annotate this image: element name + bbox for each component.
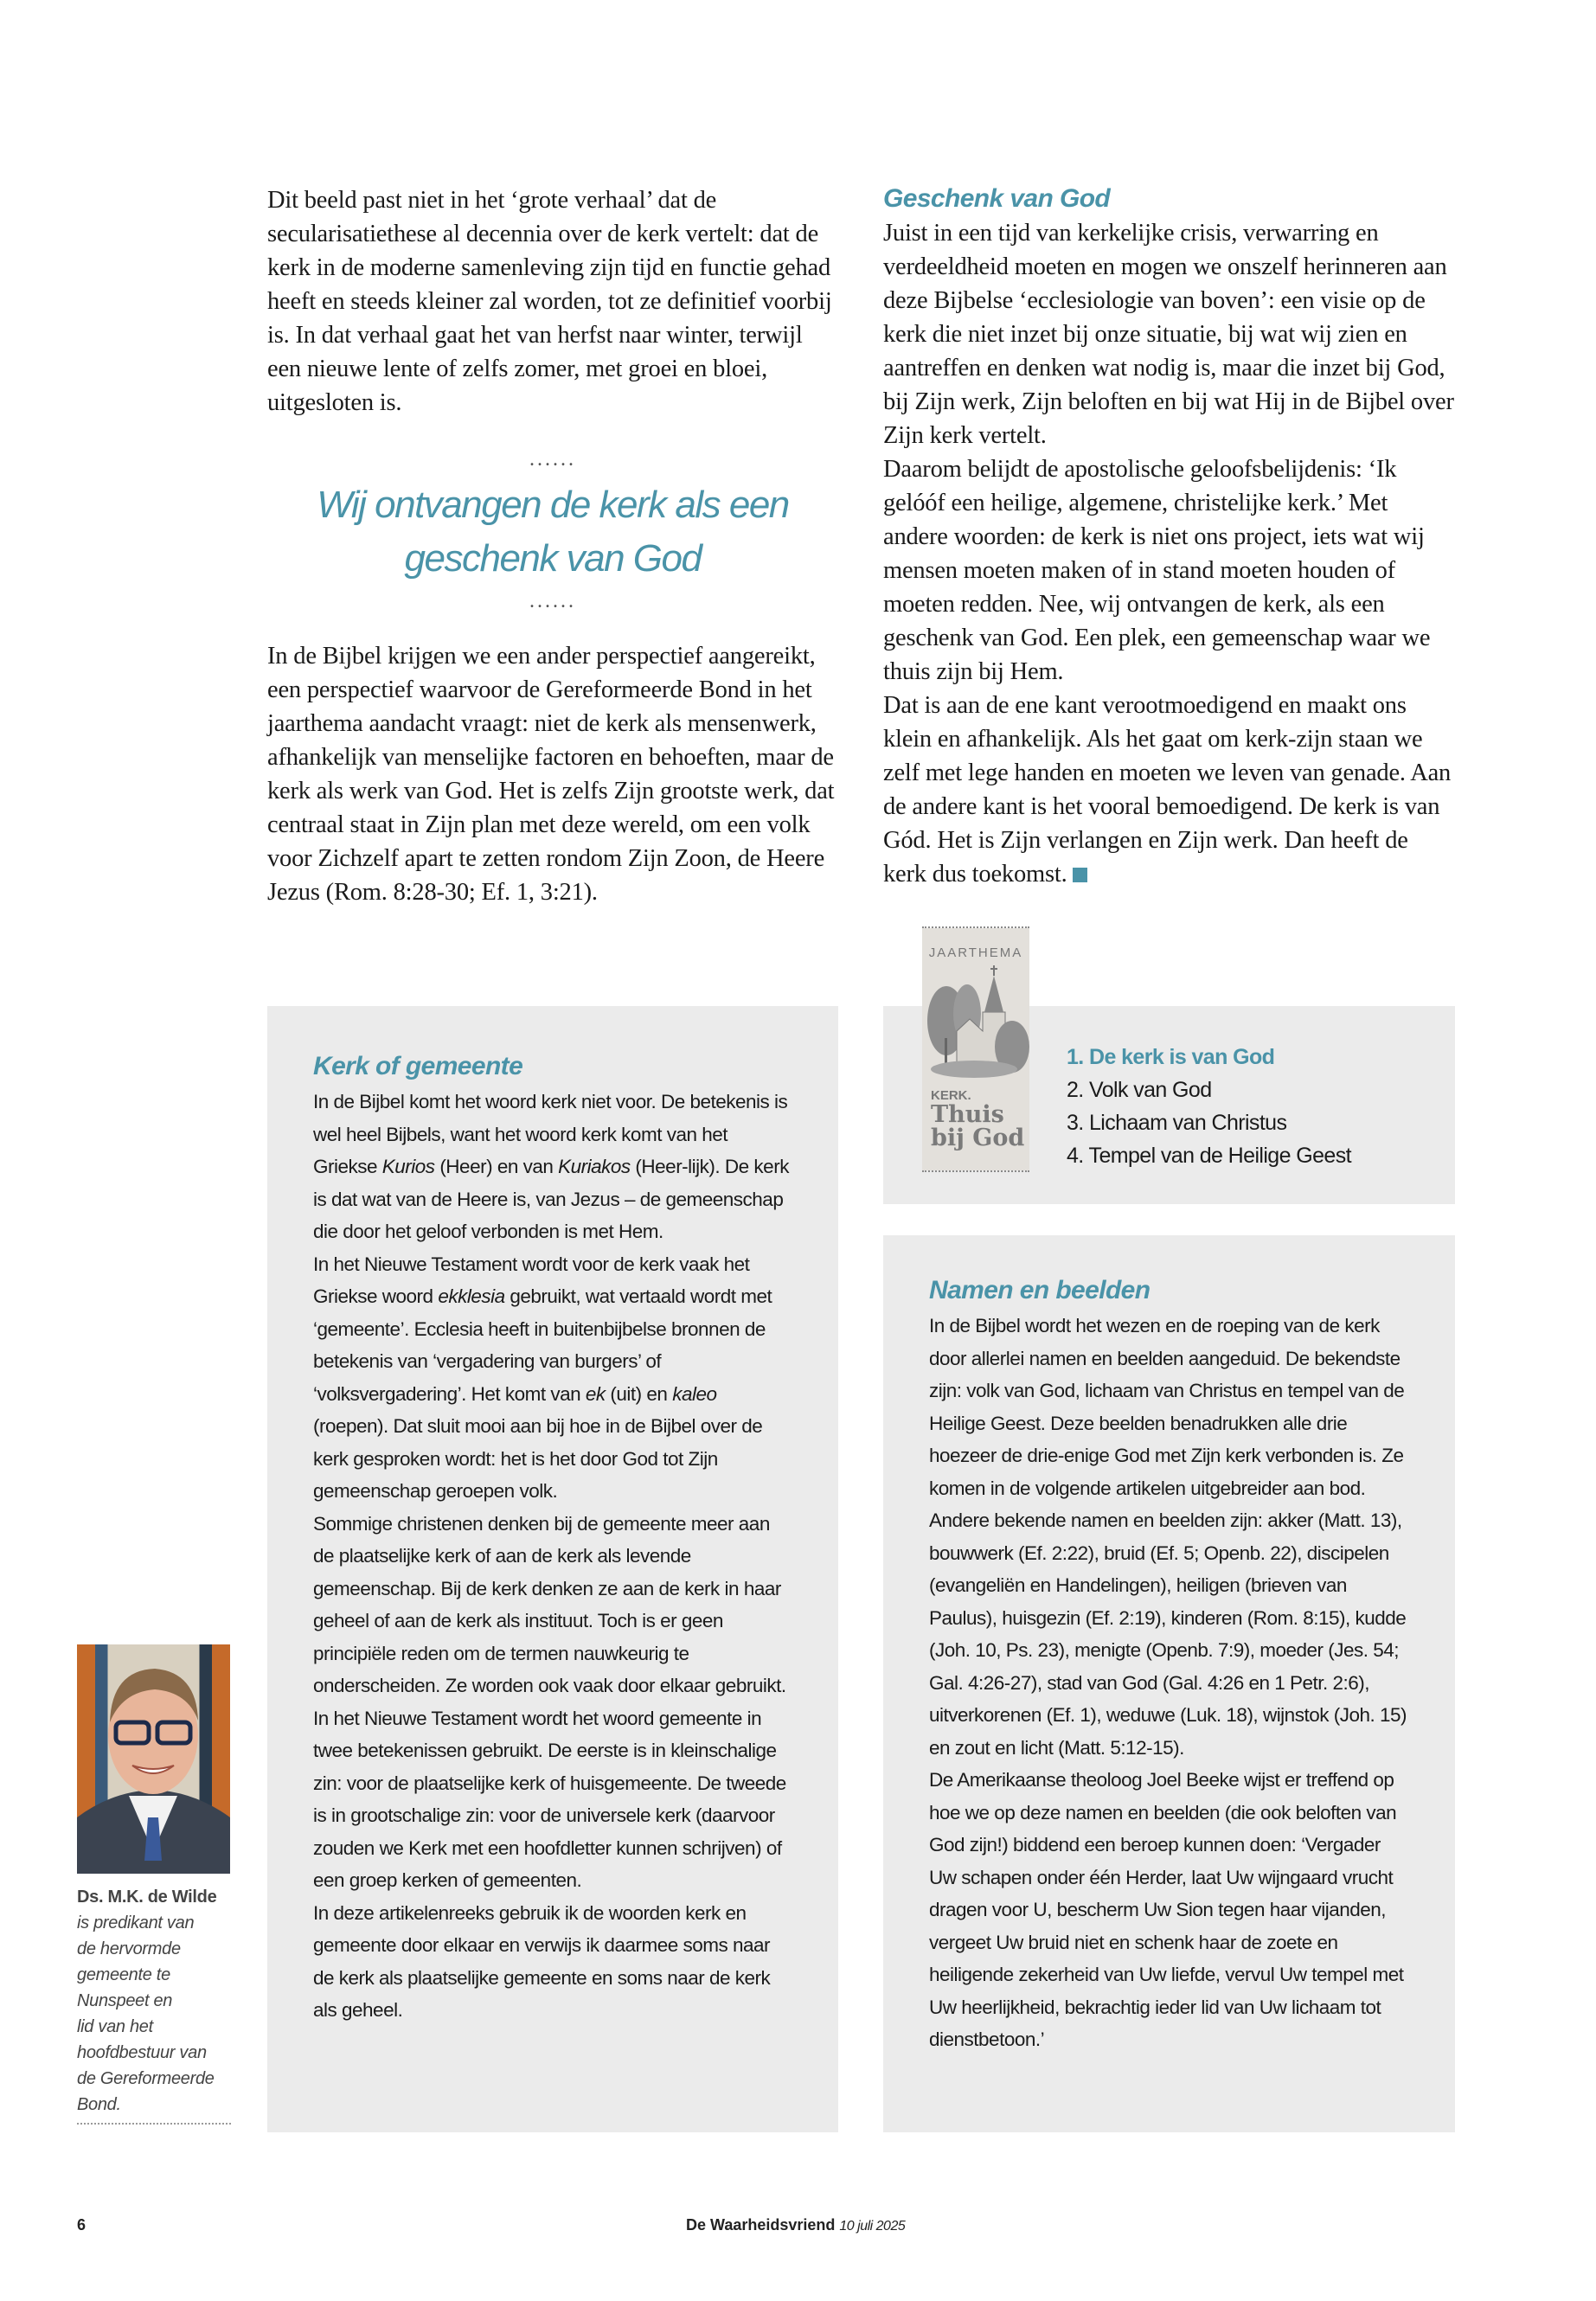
author-bio-line: hoofdbestuur van [77,2043,207,2062]
pull-quote-line: Wij ontvangen de kerk als een [317,484,789,526]
author-photo [77,1644,230,1874]
box-paragraph [313,1086,795,1248]
left-column [267,183,838,909]
church-illustration-icon [922,960,1029,1081]
box-paragraph [313,1702,795,1897]
publication-date: 10 juli 2025 [839,2219,906,2234]
publication-name: De Waarheidsvriend [686,2216,836,2234]
caption-divider [77,2123,231,2125]
author-bio-line: de Gereformeerde [77,2069,215,2088]
pull-quote-line: geschenk van God [404,537,702,580]
author-name: Ds. M.K. de Wilde [77,1888,217,1907]
body-paragraph: In de Bijbel krijgen we een ander perspectief aangereikt, een perspectief waarvoor de Gereformeerde Bond in het jaarthema aandacht vraagt: niet de kerk als mensenwerk, afhankelijk van menselijke factoren en behoeften, maar de kerk als werk van God. Het is zelfs Zijn grootste werk, dat centraal staat in Zijn plan met deze wereld, om een volk voor Zichzelf apart te zetten rondom Zijn Zoon, de Heere Jezus (Rom. 8:28-30; Ef. 1, 3:21). [267,643,835,906]
box-paragraph [313,1248,795,1508]
footer-publication [686,2216,905,2234]
right-column [883,182,1454,891]
paragraph-text: (roepen). Dat sluit mooi aan bij hoe in de Bijbel over de kerk gesproken wordt: het is het door God tot Zijn gemeenschap geroepen volk. [313,1415,763,1502]
jaarthema-badge [922,926,1029,1172]
box-paragraph: De Amerikaanse theoloog Joel Beeke wijst er treffend op hoe we op deze namen en beelden (die ook beloften van God zijn!) biddend een beroep kunnen doen: ‘Vergader Uw schapen onder één Herder, laat Uw wijngaard vrucht dragen voor U, bescherm Uw Sion tegen haar vijanden, vergeet Uw bruid niet en schenk haar de zoete en heiligende zekerheid van Uw liefde, vervul Uw tempel met Uw heerlijkheid, bekrachtig ieder lid van Uw lichaam tot dienstbetoon.’ [929,1769,1404,2050]
kerk-of-gemeente-box [267,1006,838,2132]
body-paragraph: Daarom belijdt de apostolische geloofsbelijdenis: ‘Ik gelóóf een heilige, algemene, christelijke kerk.’ Met andere woorden: de kerk is niet ons project, iets wat wij mensen moeten maken of in stand moeten houden of moeten redden. Nee, wij ontvangen de kerk, als een geschenk van God. Een plek, een gemeenschap waar we thuis zijn bij Hem. [883,456,1431,685]
author-bio-line: de hervormde [77,1939,181,1958]
page-number: 6 [77,2216,87,2234]
paragraph-text: In de Bijbel komt het woord kerk niet voor. De betekenis is wel heel Bijbels, want het woord kerk komt van het Griekse [313,1091,788,1177]
section-heading: Geschenk van God [883,184,1111,213]
italic-term: Kuriakos [558,1156,631,1177]
series-item: 2. Volk van God [1067,1078,1212,1102]
badge-title-line: bij God [931,1125,1025,1151]
badge-title [931,1103,1029,1150]
box-body [929,1310,1412,2056]
italic-term: Kurios [381,1156,435,1177]
body-paragraph: Juist in een tijd van kerkelijke crisis, verwarring en verdeeldheid moeten en mogen we onszelf herinneren aan deze Bijbelse ‘ecclesiologie van boven’: een visie op de kerk die niet inzet bij onze situatie, bij wat wij zien en aantreffen en denken wat nodig is, maar die inzet bij God, bij Zijn werk, Zijn beloften en bij wat Hij in de Bijbel over Zijn kerk vertelt. [883,220,1454,449]
paragraph-text: In deze artikelenreeks gebruik ik de woorden kerk en gemeente door elkaar en verwijs ik daarmee soms naar de kerk als plaatselijke gemeente en soms naar de kerk als geheel. [313,1901,771,2021]
paragraph-text: (uit) en [605,1382,673,1405]
paragraph-text: In het Nieuwe Testament wordt voor de kerk vaak het Griekse woord [313,1253,750,1307]
box-paragraph [313,1508,795,1702]
pull-quote [267,478,838,586]
box-body [313,1086,795,2027]
badge-kerk: KERK. [931,1088,971,1103]
separator-dots: ...... [529,448,576,471]
author-bio-line: lid van het [77,2017,153,2036]
box-paragraph: In de Bijbel wordt het wezen en de roeping van de kerk door allerlei namen en beelden aangeduid. De bekendste zijn: volk van God, lichaam van Christus en tempel van de Heilige Geest. Deze beelden benadrukken alle drie hoezeer de drie-enige God met Zijn kerk verbonden is. Ze komen in de volgende artikelen uitgebreider aan bod. [929,1315,1405,1499]
body-paragraph [883,689,1454,891]
author-caption [77,1884,231,2125]
italic-term: ek [585,1382,606,1405]
author-bio-line: Bond. [77,2095,121,2114]
series-item-current: 1. De kerk is van God [1067,1045,1275,1069]
namen-en-beelden-box [883,1235,1455,2132]
paragraph-text: (Heer-lijk). De kerk is dat wat van de Heere is, van Jezus – de gemeenschap die door het geloof verbonden is met Hem. [313,1156,789,1242]
end-mark-icon [1073,868,1087,882]
box-paragraph: Andere bekende namen en beelden zijn: akker (Matt. 13), bouwwerk (Ef. 2:22), bruid (Ef. 5; Openb. 22), discipelen (evangeliën en Handelingen), heiligen (brieven van Paulus), huisgezin (Ef. 2:19), kinderen (Rom. 8:15), kudde (Joh. 10, Ps. 23), menigte (Openb. 7:9), moeder (Jes. 54; Gal. 4:26-27), stad van God (Gal. 4:26 en 1 Petr. 2:6), uitverkorenen (Ef. 1), weduwe (Luk. 18), wijnstok (Joh. 15) en zout en licht (Matt. 5:12-15). [929,1509,1407,1759]
box-heading: Namen en beelden [929,1276,1151,1304]
intro-paragraph: Dit beeld past niet in het ‘grote verhaal’ dat de secularisatiethese al decennia over de kerk vertelt: dat de kerk in de moderne samenleving zijn tijd en functie gehad heeft en steeds kleiner zal worden, tot ze definitief voorbij is. In dat verhaal gaat het van herfst naar winter, terwijl een nieuwe lente of zelfs zomer, met groei en bloei, uitgesloten is. [267,187,832,416]
paragraph-text: gebruikt, wat vertaald wordt met ‘gemeente’. Ecclesia heeft in buitenbijbelse bronnen de betekenis van ‘vergadering van burgers’ of ‘volksvergadering’. Het komt van [313,1285,772,1405]
paragraph-text: (Heer) en van [434,1156,559,1177]
italic-term: kaleo [672,1382,717,1405]
box-paragraph [313,1897,795,2027]
box-heading: Kerk of gemeente [313,1052,523,1080]
paragraph-text: Sommige christenen denken bij de gemeente meer aan de plaatselijke kerk of aan de kerk als levende gemeenschap. Bij de kerk denken ze aan de kerk in haar geheel of aan de kerk als instituut. Toch is er geen principiële reden om de termen nauwkeurig te onderscheiden. Ze worden ook vaak door elkaar gebruikt. [313,1512,786,1696]
italic-term: ekklesia [438,1285,505,1307]
badge-label: JAARTHEMA [928,945,1023,960]
author-bio-line: is predikant van [77,1913,195,1932]
author-bio-line: Nunspeet en [77,1991,173,2010]
series-item: 3. Lichaam van Christus [1067,1111,1287,1135]
series-item: 4. Tempel van de Heilige Geest [1067,1144,1351,1168]
paragraph-text: Dat is aan de ene kant verootmoedigend en maakt ons klein en afhankelijk. Als het gaat om kerk-zijn staan we zelf met lege handen en moeten we leven van genade. Aan de andere kant is het vooral bemoedigend. De kerk is van Gód. Het is Zijn verlangen en Zijn werk. Dan heeft de kerk dus toekomst. [883,692,1452,888]
separator-dots: ...... [529,590,576,612]
paragraph-text: In het Nieuwe Testament wordt het woord gemeente in twee betekenissen gebruikt. De eerste is in kleinschalige zin: voor de plaatselijke kerk of huisgemeente. De tweede is in grootschalige zin: voor de universele kerk (daarvoor zouden we Kerk met een hoofdletter kunnen schrijven) of een groep kerken of gemeenten. [313,1707,786,1891]
author-portrait-icon [77,1644,230,1874]
badge-title-line: Thuis [931,1101,1004,1128]
series-list [1067,1041,1351,1172]
author-bio-line: gemeente te [77,1965,170,1984]
